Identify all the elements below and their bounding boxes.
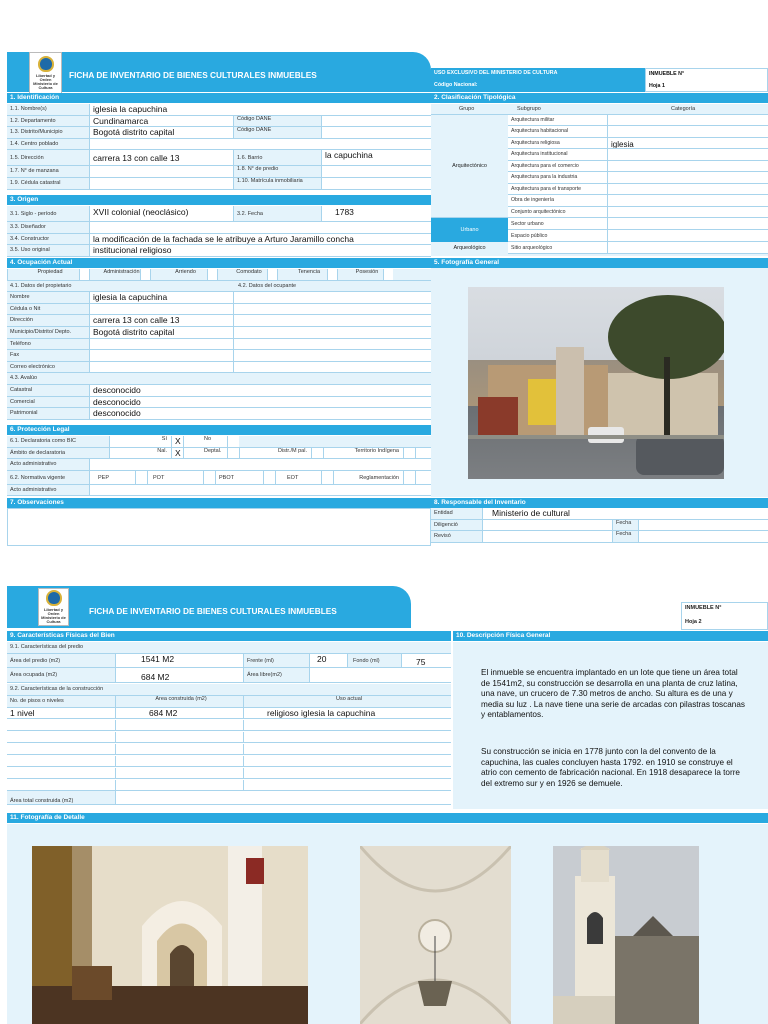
row-cedula: 1.9. Cédula catastral 1.10. Matrícula inmobiliaria: [7, 178, 431, 190]
descripcion-paragraph-2: Su construcción se inicia en 1778 junto con la del convento de la capuchina, las cuales concluyen hasta 1792. en 1910 se construye el atrio con cemento de fabricación nacional. En 1918 desaparece la torre del extremo sur y en 1926 se demuele.: [481, 747, 740, 788]
codigo-label: Código Nacional:: [434, 82, 478, 88]
row-prop-cedula: Cédula o Nit: [7, 304, 431, 316]
uso-actual-cell[interactable]: [243, 720, 451, 731]
row-subsections-4: 4.1. Datos del propietario 4.2. Datos del ocupante: [7, 281, 431, 293]
section-descripcion: 10. Descripción Física General: [453, 631, 768, 641]
reglamentacion-checkbox[interactable]: [403, 471, 415, 484]
direccion-value[interactable]: carrera 13 con calle 13: [93, 153, 180, 164]
categoria-cell[interactable]: [607, 207, 768, 217]
uso-actual-cell[interactable]: [243, 780, 451, 791]
ministry-block: [431, 68, 768, 92]
ceiling-vault-photo: [360, 846, 511, 1024]
categoria-cell[interactable]: [607, 184, 768, 194]
row-prop-direccion: Dirección carrera 13 con calle 13: [7, 315, 431, 327]
row-ocupacion-tipos: [7, 269, 431, 281]
construccion-row: [7, 732, 451, 744]
ocupacion-option[interactable]: Comodato: [217, 269, 277, 280]
row-disenador: 3.3. Diseñador: [7, 222, 431, 234]
section-clasificacion: 2. Clasificación Tipológica: [431, 93, 768, 103]
grupo-arqueologico: Arqueológico: [431, 242, 508, 254]
row-acto-admin-1: Acto administrativo: [7, 459, 431, 471]
grupo-arquitectonico: Arquitectónico: [431, 115, 508, 218]
pisos-cell[interactable]: [7, 708, 115, 719]
row-area-ocupada: Área ocupada (m2) 684 M2 Área libre(m2): [7, 668, 451, 683]
crest-icon: [38, 56, 54, 72]
row-constructor: 3.4. Constructor la modificación de la fachada se le atribuye a Arturo Jaramillo concha: [7, 234, 431, 246]
construccion-value[interactable]: 684 M2: [149, 707, 178, 718]
area-construida-cell[interactable]: [115, 768, 243, 779]
nal-checkbox[interactable]: X: [175, 447, 181, 458]
ocupacion-checkbox[interactable]: [383, 269, 393, 280]
distr-checkbox[interactable]: [311, 448, 323, 459]
uso-actual-cell[interactable]: [243, 768, 451, 779]
section-caracteristicas: 9. Características Físicas del Bien: [7, 631, 451, 641]
patrimonial-value[interactable]: desconocido: [93, 408, 141, 419]
comercial-value[interactable]: desconocido: [93, 396, 141, 407]
form-page-2: [7, 586, 768, 1024]
row-centro-poblado: 1.4. Centro poblado: [7, 139, 431, 151]
area-predio-value[interactable]: 1541 M2: [141, 653, 175, 664]
bell-tower-illustration: [553, 846, 699, 1024]
area-construida-cell[interactable]: [115, 708, 243, 719]
subgrupo-row: Sector urbano: [508, 218, 768, 230]
inmueble-cell: [645, 68, 768, 92]
ocupacion-option[interactable]: Propiedad: [7, 269, 89, 280]
clasificacion-header: Grupo Subgrupo Categoría: [431, 104, 768, 115]
crest-icon: [46, 590, 62, 606]
row-normativa: 6.2. Normativa vigente PEP POT PBOT EOT Reglamentación: [7, 471, 431, 485]
inmueble-label: INMUEBLE N°: [649, 71, 685, 77]
categoria-cell[interactable]: [607, 242, 768, 253]
row-diligencio: Diligenció Fecha: [431, 520, 768, 532]
categoria-cell[interactable]: [607, 149, 768, 159]
area-ocupada-value[interactable]: 684 M2: [141, 671, 170, 682]
area-construida-cell[interactable]: [115, 720, 243, 731]
coat-of-arms-logo-2: [38, 588, 69, 626]
categoria-cell[interactable]: [607, 161, 768, 171]
clasificacion-table: [431, 104, 768, 256]
row-ambito: Ámbito de declaratoria Nal. X Deptal. Distr./M pal. Territorio Indígena: [7, 448, 431, 460]
territorio-checkbox[interactable]: [403, 448, 415, 459]
construccion-row: [7, 744, 451, 756]
barrio-value[interactable]: la capuchina: [325, 150, 373, 161]
row-uso-original: 3.5. Uso original institucional religioso: [7, 245, 431, 257]
categoria-cell[interactable]: [607, 230, 768, 241]
row-acto-admin-2: Acto administrativo: [7, 485, 431, 497]
categoria-cell[interactable]: [607, 218, 768, 229]
row-direccion: 1.5. Dirección carrera 13 con calle 13 1.6. Barrio la capuchina: [7, 150, 431, 166]
section-origen: 3. Origen: [7, 195, 431, 205]
area-construida-cell[interactable]: [115, 756, 243, 767]
propietario-direccion-value[interactable]: carrera 13 con calle 13: [93, 315, 180, 326]
pisos-cell[interactable]: [7, 732, 115, 743]
ocupacion-checkbox[interactable]: [267, 269, 277, 280]
uso-actual-cell[interactable]: [243, 744, 451, 755]
row-area-total: Área total construida (m2): [7, 791, 451, 805]
section-ocupacion: 4. Ocupación Actual: [7, 258, 431, 268]
church-exterior-photo: [468, 287, 724, 479]
subgrupo-row: Sitio arqueológico: [508, 242, 768, 254]
construccion-row: [7, 780, 451, 792]
hoja-label-2: Hoja 2: [685, 619, 702, 625]
distrito-value[interactable]: Bogotá distrito capital: [93, 127, 175, 138]
observaciones-box[interactable]: [7, 508, 431, 546]
page-2-header: [7, 586, 411, 628]
descripcion-paragraph-1: El inmueble se encuentra implantado en un lote que tiene un área total de 1541m2, su construcción se desarrolla en una planta de cruz latina, una nave, un crucero de 7.30 metros de ancho. Su altura es de una y media su luz . La nave tiene una serie de arcadas con pilastras toscanas y entablamentos.: [481, 668, 745, 720]
row-patrimonial: Patrimonial desconocido: [7, 408, 431, 420]
no-checkbox[interactable]: [227, 436, 239, 447]
subgrupo-row: Espacio público: [508, 230, 768, 242]
inmueble-label-2: INMUEBLE N°: [685, 605, 722, 611]
inmueble-cell-2: [681, 602, 768, 630]
row-area-predio: Área del predio (m2) 1541 M2 Frente (ml) 20 Fondo (ml) 75: [7, 654, 451, 668]
ceiling-vault-illustration: [360, 846, 511, 1024]
ocupacion-checkbox[interactable]: [207, 269, 217, 280]
categoria-cell[interactable]: [607, 172, 768, 182]
construccion-value[interactable]: religioso iglesia la capuchina: [267, 707, 376, 718]
entidad-value[interactable]: Ministerio de cultural: [492, 508, 570, 518]
pisos-cell[interactable]: [7, 756, 115, 767]
row-declaratoria: 6.1. Declaratoria como BIC Sí X No: [7, 436, 431, 448]
area-construida-cell[interactable]: [115, 780, 243, 791]
categoria-cell[interactable]: [607, 195, 768, 205]
construccion-header: No. de pisos o niveles Área construida (m2) Uso actual: [7, 696, 451, 708]
eot-checkbox[interactable]: [321, 471, 333, 484]
subgrupo-row: Conjunto arquitectónico: [508, 207, 768, 218]
categoria-cell[interactable]: [607, 115, 768, 125]
subgrupo-row: Arquitectura institucional: [508, 149, 768, 160]
row-prop-municipio: Municipio/Distrito/ Depto. Bogotá distrito capital: [7, 327, 431, 339]
row-91: 9.1. Características del predio: [7, 642, 451, 654]
hoja-label: Hoja 1: [649, 83, 665, 89]
row-manzana: 1.7. N° de manzana 1.8. N° de predio: [7, 166, 431, 178]
uso-actual-cell[interactable]: [243, 756, 451, 767]
bell-tower-photo: [553, 846, 699, 1024]
row-prop-email: Correo electrónico: [7, 362, 431, 374]
area-construida-cell[interactable]: [115, 744, 243, 755]
ministry-label: USO EXCLUSIVO DEL MINISTERIO DE CULTURA: [434, 70, 558, 76]
section-proteccion: 6. Protección Legal: [7, 425, 431, 435]
logo-text: Libertad y Orden Ministerio de Cultura: [33, 73, 58, 90]
row-92: 9.2. Características de la construcción: [7, 684, 451, 696]
propietario-municipio-value[interactable]: Bogotá distrito capital: [93, 327, 175, 337]
subgrupo-row: Obra de ingeniería: [508, 195, 768, 206]
subgrupo-row: Arquitectura para el comercio: [508, 161, 768, 172]
row-departamento: 1.2. Departamento Cundinamarca Código DANE: [7, 116, 431, 128]
departamento-value[interactable]: Cundinamarca: [93, 115, 149, 126]
pisos-cell[interactable]: [7, 720, 115, 731]
section-identificacion: 1. Identificación: [7, 93, 431, 103]
row-catastral: Catastral desconocido: [7, 385, 431, 397]
ocupacion-checkbox[interactable]: [79, 269, 89, 280]
pbot-checkbox[interactable]: [263, 471, 275, 484]
uso-original-value[interactable]: institucional religioso: [93, 245, 172, 256]
frente-value[interactable]: 20: [317, 653, 327, 664]
row-reviso: Revisó Fecha: [431, 531, 768, 543]
ocupacion-option[interactable]: Tenencia: [277, 269, 337, 280]
si-checkbox[interactable]: X: [175, 436, 181, 446]
ocupacion-checkbox[interactable]: [140, 269, 150, 280]
row-distrito: 1.3. Distrito/Municipio Bogotá distrito capital Código DANE: [7, 127, 431, 139]
interior-arcade-illustration: [32, 846, 308, 1024]
pisos-cell[interactable]: [7, 768, 115, 779]
construccion-row: [7, 708, 451, 720]
church-exterior-illustration: [468, 287, 724, 479]
categoria-cell[interactable]: [607, 138, 768, 148]
construccion-row: [7, 756, 451, 768]
page-title: FICHA DE INVENTARIO DE BIENES CULTURALES INMUEBLES: [69, 70, 317, 80]
pot-checkbox[interactable]: [203, 471, 215, 484]
catastral-value[interactable]: desconocido: [93, 385, 141, 395]
ocupacion-option[interactable]: Arriendo: [150, 269, 217, 280]
row-siglo: 3.1. Siglo - período XVII colonial (neoclásico) 3.2. Fecha 1783: [7, 206, 431, 222]
section-fotografia-general: 5. Fotografía General: [431, 258, 768, 268]
fotografia-general-area: [431, 268, 768, 497]
form-page-1: [7, 52, 768, 546]
construccion-row: [7, 720, 451, 732]
categoria-value[interactable]: iglesia: [611, 139, 634, 149]
row-entidad: Entidad Ministerio de cultural: [431, 508, 768, 520]
section-responsable: 8. Responsable del Inventario: [431, 498, 768, 508]
row-comercial: Comercial desconocido: [7, 397, 431, 409]
nombre-value[interactable]: iglesia la capuchina: [93, 104, 168, 114]
interior-arcade-photo: [32, 846, 308, 1024]
page-2-title: FICHA DE INVENTARIO DE BIENES CULTURALES INMUEBLES: [89, 606, 337, 616]
propietario-nombre-value[interactable]: iglesia la capuchina: [93, 292, 168, 303]
subgrupo-row: Arquitectura para la industria: [508, 172, 768, 183]
section-observaciones: 7. Observaciones: [7, 498, 431, 508]
area-construida-cell[interactable]: [115, 732, 243, 743]
page-1-header: [7, 52, 431, 92]
categoria-cell[interactable]: [607, 126, 768, 136]
logo-text: Libertad y Orden Ministerio de Cultura: [41, 607, 66, 624]
coat-of-arms-logo: [29, 52, 62, 94]
construccion-row: [7, 768, 451, 780]
pep-checkbox[interactable]: [135, 471, 147, 484]
uso-actual-cell[interactable]: [243, 708, 451, 719]
ocupacion-checkbox[interactable]: [327, 269, 337, 280]
construccion-value[interactable]: 1 nivel: [10, 707, 35, 718]
row-avaluo: 4.3. Avalúo: [7, 373, 431, 385]
deptal-checkbox[interactable]: [227, 448, 239, 459]
row-nombre: 1.1. Nombre(s) iglesia la capuchina: [7, 104, 431, 116]
constructor-value[interactable]: la modificación de la fachada se le atribuye a Arturo Jaramillo concha: [93, 233, 354, 244]
pisos-cell[interactable]: [7, 780, 115, 791]
subgrupo-row: Arquitectura para el transporte: [508, 184, 768, 195]
siglo-value[interactable]: XVII colonial (neoclásico): [93, 207, 189, 217]
fecha-value[interactable]: 1783: [335, 207, 354, 217]
pisos-cell[interactable]: [7, 744, 115, 755]
uso-actual-cell[interactable]: [243, 732, 451, 743]
section-fotografia-detalle: 11. Fotografía de Detalle: [7, 813, 768, 823]
ocupacion-option[interactable]: Administración: [89, 269, 150, 280]
grupo-urbano: Urbano: [431, 218, 508, 242]
ocupacion-option[interactable]: Posesión: [337, 269, 393, 280]
subgrupo-row: Arquitectura habitacional: [508, 126, 768, 137]
row-prop-nombre: Nombre iglesia la capuchina: [7, 292, 431, 304]
row-prop-fax: Fax: [7, 350, 431, 362]
row-prop-telefono: Teléfono: [7, 339, 431, 351]
fondo-value[interactable]: 75: [416, 656, 426, 667]
subgrupo-row: Arquitectura militar: [508, 115, 768, 126]
subgrupo-row: Arquitectura religiosa iglesia: [508, 138, 768, 149]
